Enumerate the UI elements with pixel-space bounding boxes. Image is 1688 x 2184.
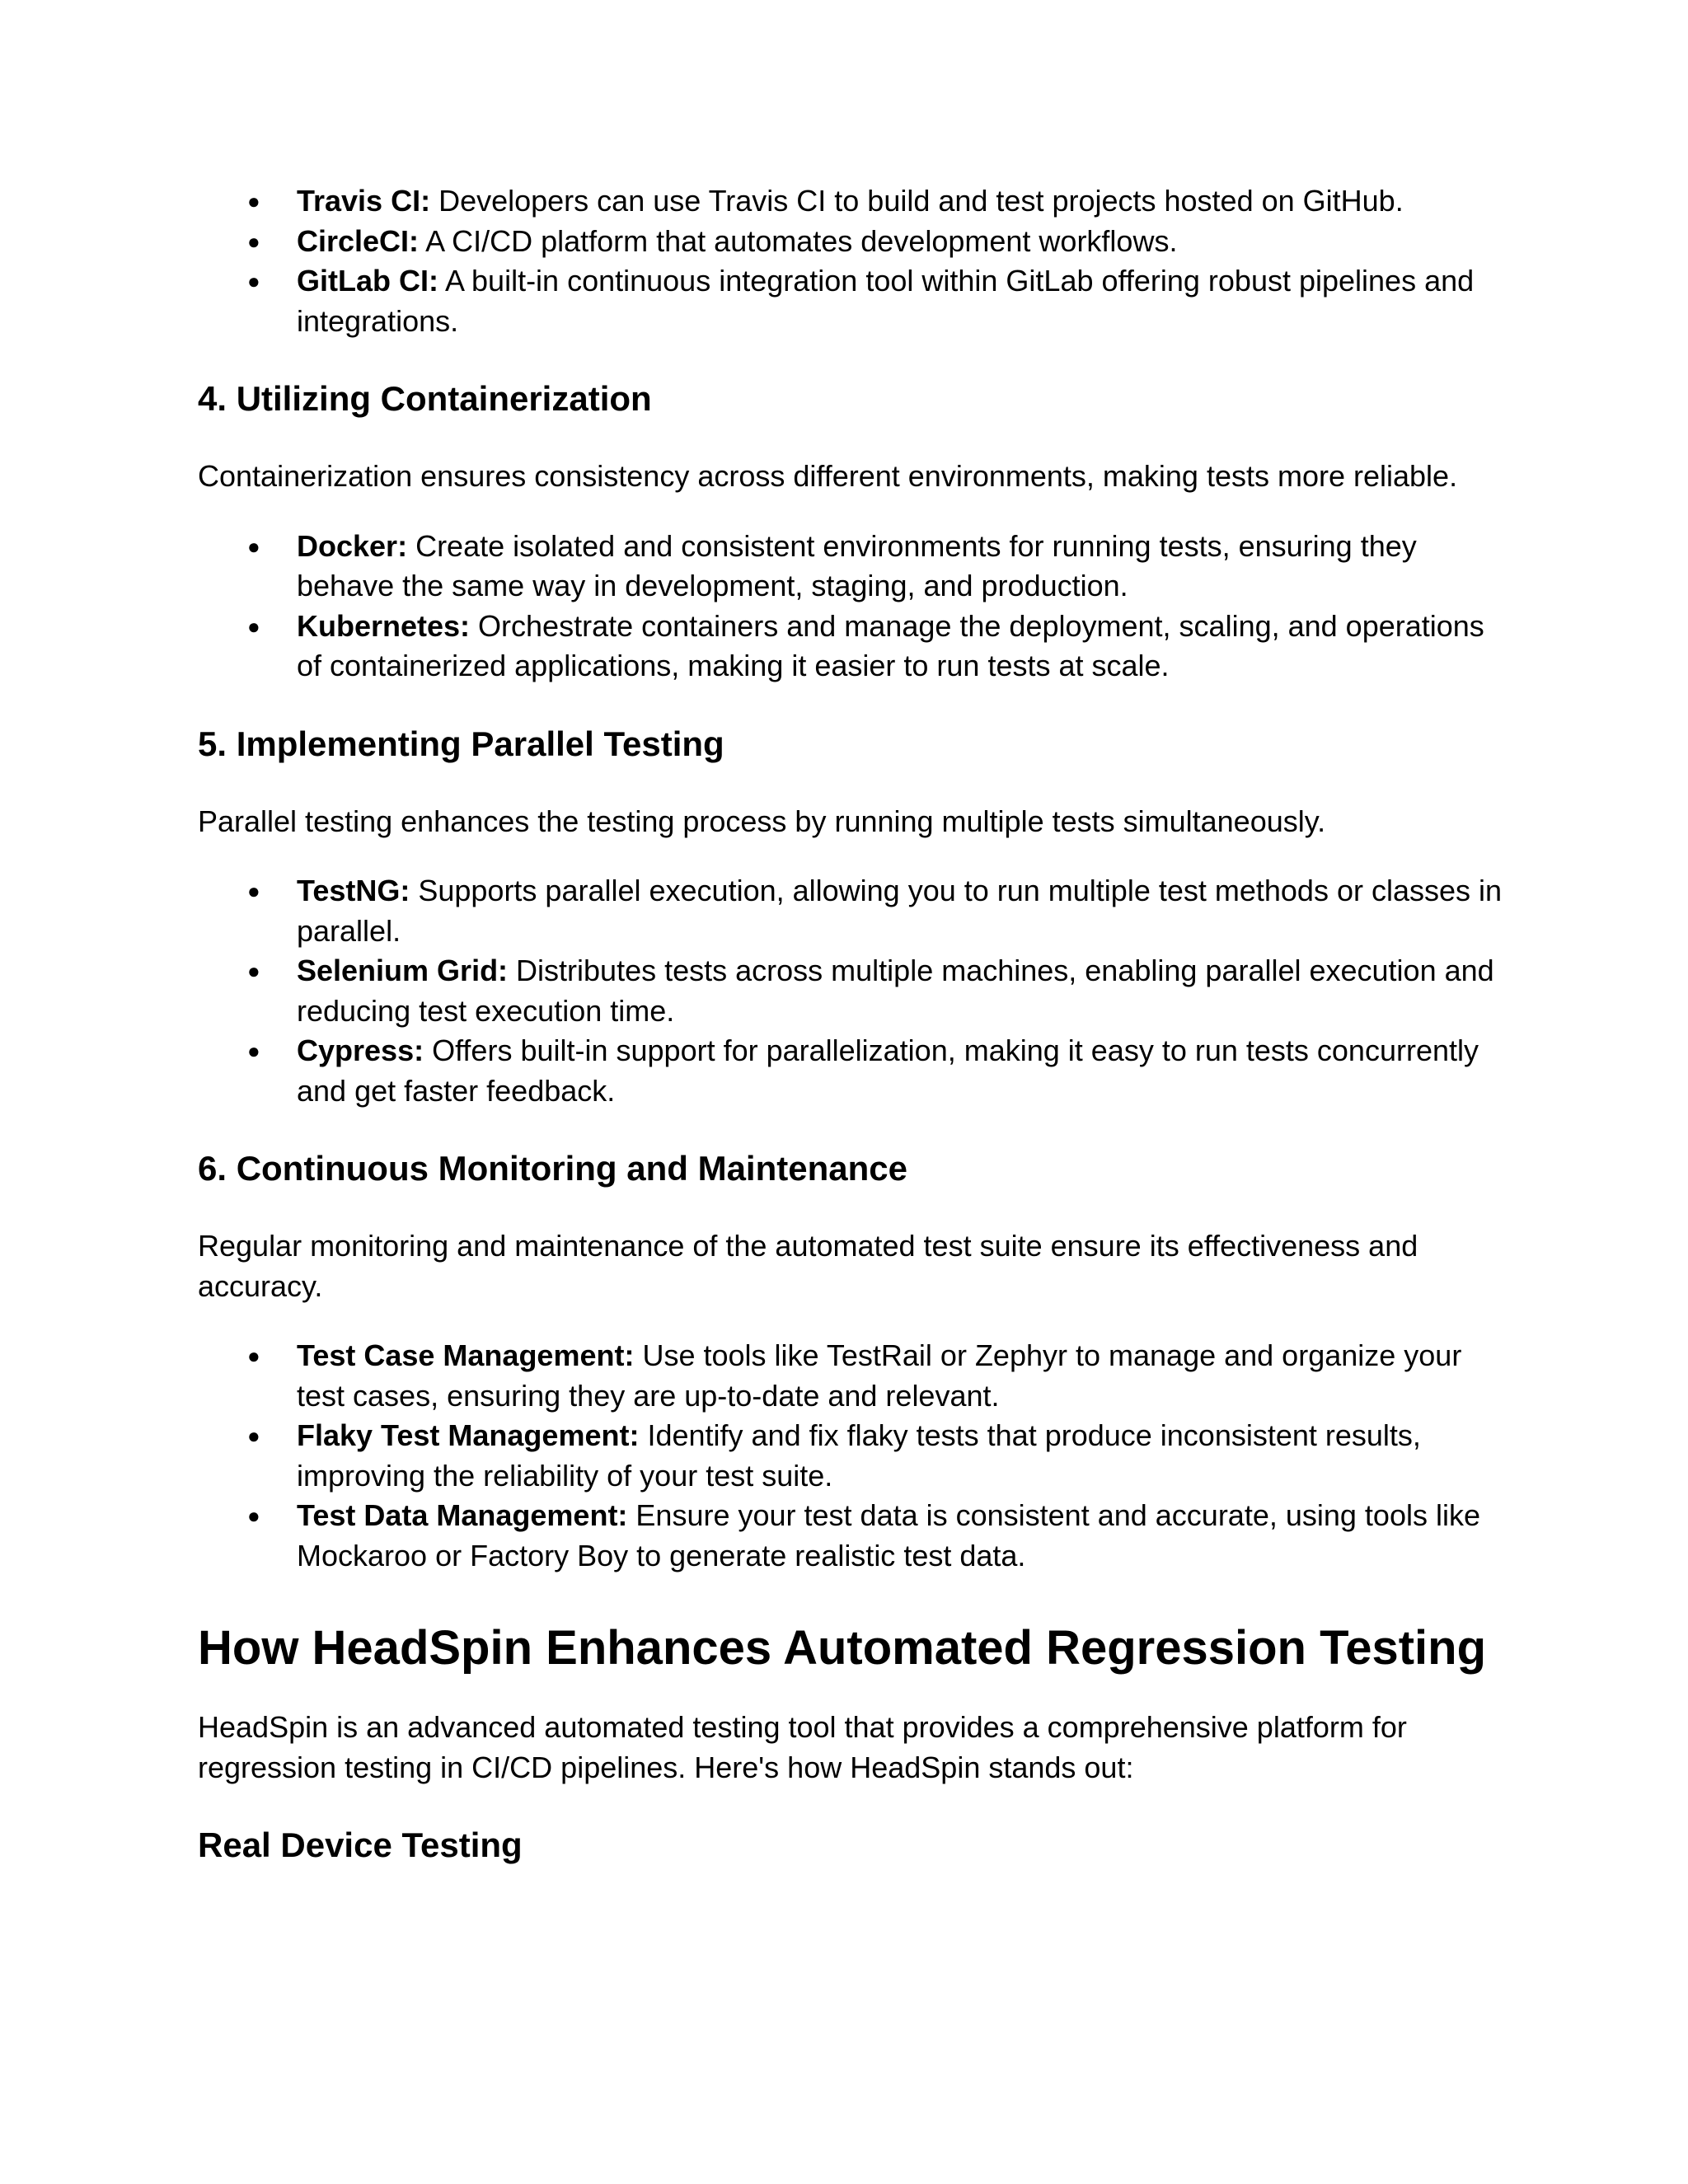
real-device-testing-heading: Real Device Testing [198,1825,523,1864]
parallel-testing-list [198,871,1517,1111]
list-item-text: Distributes tests across multiple machines, enabling parallel execution and reducing test execution time. [297,954,1494,1028]
containerization-list [198,527,1517,687]
ci-tools-list [198,181,1517,341]
list-item-term: GitLab CI: [297,264,438,298]
section-heading-monitoring: 6. Continuous Monitoring and Maintenance [198,1149,907,1188]
section-paragraph: Regular monitoring and maintenance of the automated test suite ensure its effectiveness and accuracy. [198,1229,1418,1303]
list-item-term: Docker: [297,528,408,563]
document-page [198,181,1517,1868]
list-item-text: A built-in continuous integration tool within GitLab offering robust pipelines and integrations. [297,264,1475,338]
list-item [198,222,1517,262]
list-item-term: Kubernetes: [297,608,471,643]
list-item-term: Flaky Test Management: [297,1418,640,1452]
list-item [198,1416,1517,1496]
list-item [198,527,1517,607]
section-heading-parallel-testing: 5. Implementing Parallel Testing [198,724,724,763]
list-item-text: Developers can use Travis CI to build and test projects hosted on GitHub. [430,184,1404,218]
list-item [198,1031,1517,1111]
section-heading-containerization: 4. Utilizing Containerization [198,379,652,418]
list-item [198,871,1517,951]
list-item-term: Test Data Management: [297,1498,628,1532]
list-item [198,951,1517,1031]
list-item-text: Create isolated and consistent environments for running tests, ensuring they behave the same way in development, staging, and production. [297,528,1417,602]
section-paragraph: Parallel testing enhances the testing process by running multiple tests simultaneously. [198,804,1326,838]
section-paragraph: Containerization ensures consistency across different environments, making tests more reliable. [198,459,1458,493]
list-item-term: Test Case Management: [297,1338,635,1372]
monitoring-list [198,1336,1517,1576]
list-item-term: Travis CI: [297,184,431,218]
list-item-text: Offers built-in support for parallelization, making it easy to run tests concurrently and get faster feedback. [297,1033,1479,1108]
list-item-term: Selenium Grid: [297,954,509,987]
list-item-text: Supports parallel execution, allowing you to run multiple test methods or classes in parallel. [297,874,1503,948]
list-item [198,1496,1517,1576]
list-item-text: Use tools like TestRail or Zephyr to manage and organize your test cases, ensuring they are up-to-date and relevant. [297,1338,1462,1413]
list-item-text: Ensure your test data is consistent and accurate, using tools like Mockaroo or Factory Boy to generate realistic test data. [297,1498,1480,1572]
list-item-term: CircleCI: [297,223,420,258]
list-item [198,181,1517,222]
headspin-paragraph: HeadSpin is an advanced automated testing tool that provides a comprehensive platform for regression testing in CI/CD pipelines. Here's how HeadSpin stands out: [198,1710,1407,1784]
list-item [198,1336,1517,1416]
list-item-text: A CI/CD platform that automates development workflows. [419,223,1178,258]
list-item-text: Orchestrate containers and manage the deployment, scaling, and operations of containerized applications, making it easier to run tests at scale. [297,608,1484,682]
list-item-term: Cypress: [297,1033,424,1067]
headspin-heading: How HeadSpin Enhances Automated Regression Testing [198,1621,1487,1675]
list-item [198,261,1517,341]
list-item [198,607,1517,687]
list-item-text: Identify and fix flaky tests that produce inconsistent results, improving the reliability of your test suite. [297,1418,1421,1493]
list-item-term: TestNG: [297,874,410,907]
